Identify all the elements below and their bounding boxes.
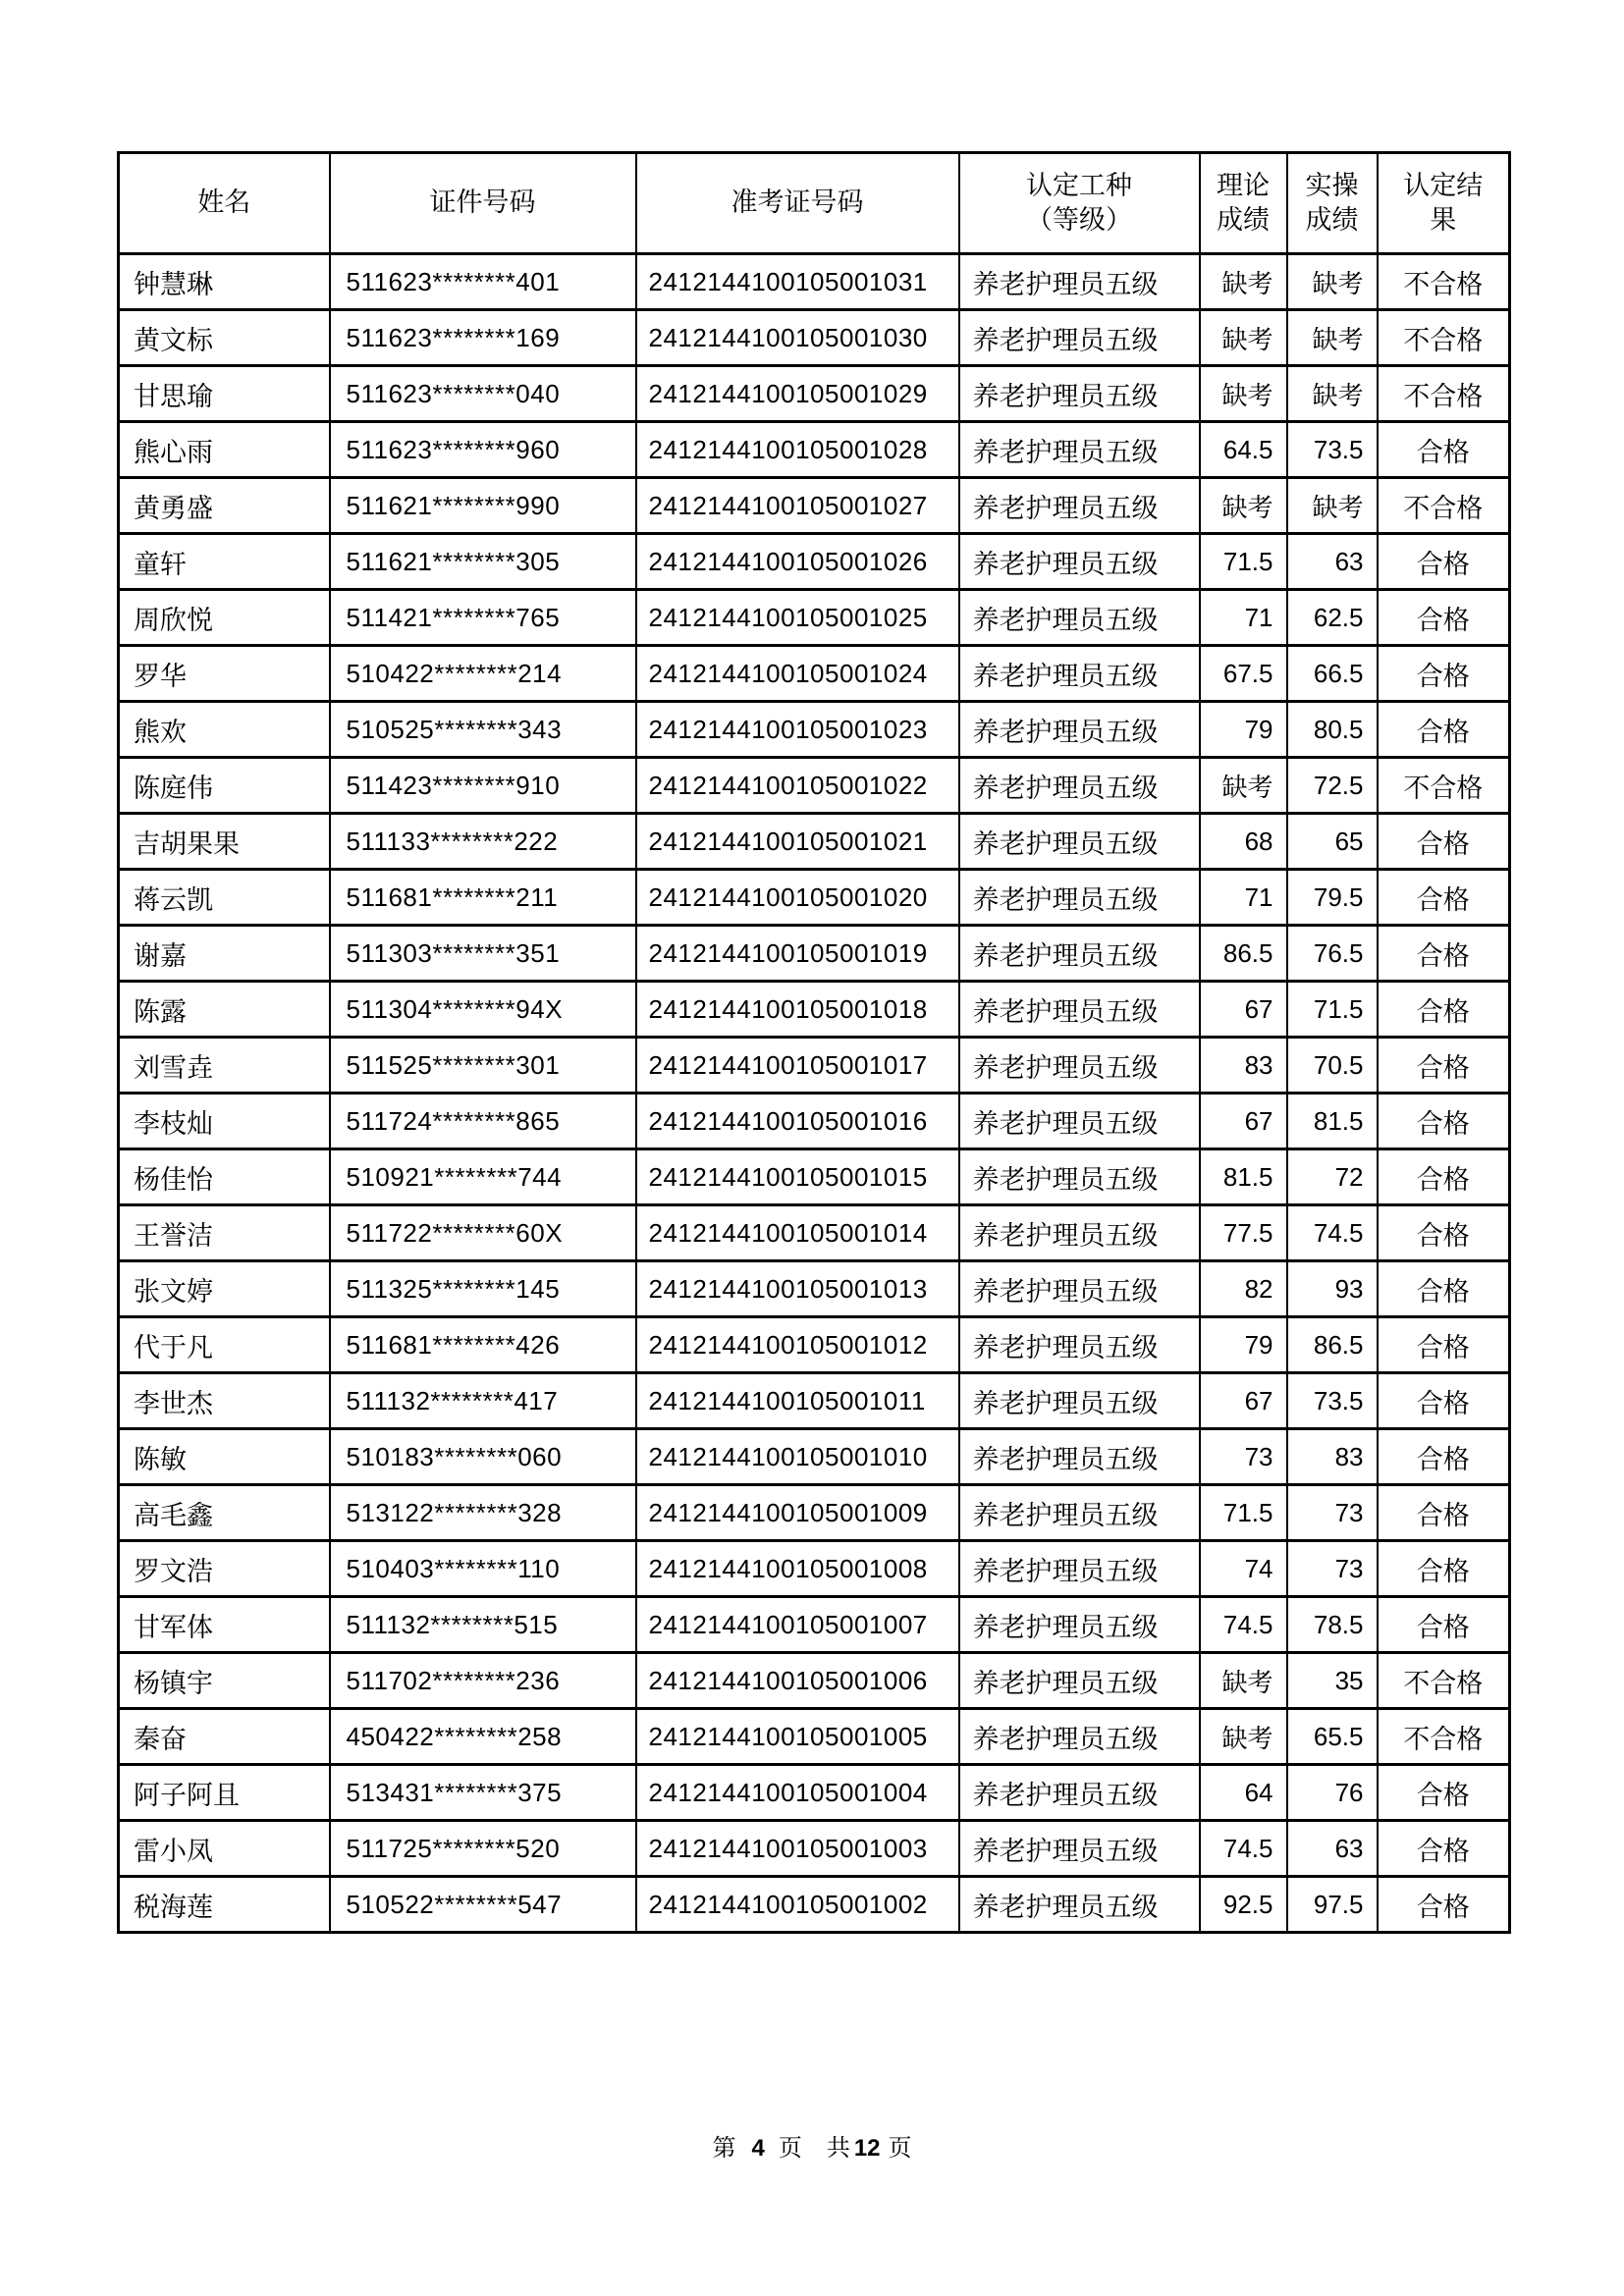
cell-name: 周欣悦 [119,590,330,646]
cell-id-number: 513122********328 [330,1485,636,1541]
cell-theory-score: 83 [1200,1038,1287,1094]
cell-theory-score: 79 [1200,702,1287,758]
cell-theory-score: 缺考 [1200,758,1287,814]
cell-name: 童轩 [119,534,330,590]
cell-practical-score: 83 [1287,1429,1378,1485]
table-row [119,926,1510,982]
cell-practical-score: 72.5 [1287,758,1378,814]
header-ticket-number: 准考证号码 [636,153,959,254]
cell-ticket-number: 2412144100105001028 [636,422,959,478]
cell-id-number: 510183********060 [330,1429,636,1485]
cell-occupation: 养老护理员五级 [959,1541,1200,1597]
cell-name: 阿子阿且 [119,1765,330,1821]
table-row [119,310,1510,366]
cell-result: 不合格 [1378,1709,1510,1765]
cell-id-number: 511681********211 [330,870,636,926]
cell-id-number: 513431********375 [330,1765,636,1821]
cell-occupation: 养老护理员五级 [959,478,1200,534]
cell-name: 张文婷 [119,1261,330,1317]
table-row [119,1597,1510,1653]
cell-id-number: 511525********301 [330,1038,636,1094]
cell-theory-score: 67 [1200,982,1287,1038]
table-row [119,1485,1510,1541]
cell-id-number: 511623********040 [330,366,636,422]
cell-ticket-number: 2412144100105001020 [636,870,959,926]
cell-practical-score: 76 [1287,1765,1378,1821]
cell-id-number: 511702********236 [330,1653,636,1709]
table-row [119,702,1510,758]
cell-result: 合格 [1378,1038,1510,1094]
footer-page-prefix: 第 [712,2135,736,2162]
cell-result: 合格 [1378,1373,1510,1429]
cell-ticket-number: 2412144100105001026 [636,534,959,590]
cell-theory-score: 77.5 [1200,1205,1287,1261]
cell-theory-score: 67 [1200,1094,1287,1149]
table-row [119,814,1510,870]
cell-result: 合格 [1378,1821,1510,1877]
cell-name: 甘思瑜 [119,366,330,422]
cell-name: 杨镇宇 [119,1653,330,1709]
cell-theory-score: 缺考 [1200,366,1287,422]
cell-theory-score: 缺考 [1200,1709,1287,1765]
cell-id-number: 511724********865 [330,1094,636,1149]
cell-name: 甘军体 [119,1597,330,1653]
cell-result: 不合格 [1378,254,1510,310]
cell-theory-score: 64 [1200,1765,1287,1821]
cell-ticket-number: 2412144100105001022 [636,758,959,814]
cell-occupation: 养老护理员五级 [959,758,1200,814]
table-row [119,534,1510,590]
cell-ticket-number: 2412144100105001027 [636,478,959,534]
cell-id-number: 510921********744 [330,1149,636,1205]
cell-ticket-number: 2412144100105001013 [636,1261,959,1317]
cell-name: 李枝灿 [119,1094,330,1149]
cell-practical-score: 66.5 [1287,646,1378,702]
cell-id-number: 511421********765 [330,590,636,646]
cell-name: 黄勇盛 [119,478,330,534]
header-result: 认定结果 [1378,153,1510,254]
cell-name: 秦奋 [119,1709,330,1765]
cell-id-number: 511423********910 [330,758,636,814]
cell-practical-score: 72 [1287,1149,1378,1205]
cell-practical-score: 73 [1287,1485,1378,1541]
table-row [119,870,1510,926]
cell-practical-score: 缺考 [1287,366,1378,422]
table-row [119,422,1510,478]
cell-name: 钟慧琳 [119,254,330,310]
results-table-body [119,254,1510,1933]
table-row [119,1094,1510,1149]
cell-practical-score: 97.5 [1287,1877,1378,1933]
footer-page-number: 4 [751,2135,765,2162]
cell-ticket-number: 2412144100105001019 [636,926,959,982]
cell-result: 合格 [1378,534,1510,590]
cell-result: 合格 [1378,1429,1510,1485]
cell-theory-score: 68 [1200,814,1287,870]
cell-ticket-number: 2412144100105001004 [636,1765,959,1821]
cell-occupation: 养老护理员五级 [959,254,1200,310]
cell-theory-score: 82 [1200,1261,1287,1317]
cell-theory-score: 71.5 [1200,1485,1287,1541]
cell-name: 陈庭伟 [119,758,330,814]
header-occupation: 认定工种（等级） [959,153,1200,254]
cell-name: 王誉洁 [119,1205,330,1261]
table-row [119,982,1510,1038]
cell-id-number: 511303********351 [330,926,636,982]
results-table [117,151,1511,1934]
cell-ticket-number: 2412144100105001008 [636,1541,959,1597]
cell-theory-score: 79 [1200,1317,1287,1373]
cell-name: 陈露 [119,982,330,1038]
cell-ticket-number: 2412144100105001029 [636,366,959,422]
table-row [119,1261,1510,1317]
cell-occupation: 养老护理员五级 [959,1709,1200,1765]
cell-id-number: 511722********60X [330,1205,636,1261]
cell-practical-score: 70.5 [1287,1038,1378,1094]
cell-occupation: 养老护理员五级 [959,1038,1200,1094]
cell-ticket-number: 2412144100105001030 [636,310,959,366]
cell-result: 不合格 [1378,478,1510,534]
cell-ticket-number: 2412144100105001011 [636,1373,959,1429]
cell-theory-score: 73 [1200,1429,1287,1485]
cell-theory-score: 67.5 [1200,646,1287,702]
footer-total-prefix: 共 [826,2135,850,2162]
cell-ticket-number: 2412144100105001014 [636,1205,959,1261]
cell-result: 合格 [1378,870,1510,926]
cell-practical-score: 缺考 [1287,478,1378,534]
table-row [119,1877,1510,1933]
cell-name: 高毛鑫 [119,1485,330,1541]
table-row [119,1429,1510,1485]
cell-theory-score: 74.5 [1200,1821,1287,1877]
cell-name: 杨佳怡 [119,1149,330,1205]
table-row [119,646,1510,702]
cell-occupation: 养老护理员五级 [959,366,1200,422]
table-row [119,590,1510,646]
cell-occupation: 养老护理员五级 [959,1429,1200,1485]
cell-name: 雷小凤 [119,1821,330,1877]
cell-id-number: 511621********990 [330,478,636,534]
cell-name: 谢嘉 [119,926,330,982]
footer-total-unit: 页 [888,2135,912,2162]
cell-result: 合格 [1378,1597,1510,1653]
cell-theory-score: 缺考 [1200,478,1287,534]
table-row [119,1038,1510,1094]
cell-id-number: 511623********401 [330,254,636,310]
table-row [119,1653,1510,1709]
table-row [119,1149,1510,1205]
header-practical-score: 实操成绩 [1287,153,1378,254]
cell-theory-score: 86.5 [1200,926,1287,982]
cell-ticket-number: 2412144100105001016 [636,1094,959,1149]
cell-result: 不合格 [1378,1653,1510,1709]
cell-result: 不合格 [1378,310,1510,366]
cell-theory-score: 67 [1200,1373,1287,1429]
cell-occupation: 养老护理员五级 [959,534,1200,590]
cell-ticket-number: 2412144100105001005 [636,1709,959,1765]
cell-name: 刘雪垚 [119,1038,330,1094]
cell-result: 合格 [1378,422,1510,478]
cell-result: 合格 [1378,1317,1510,1373]
cell-name: 蒋云凯 [119,870,330,926]
cell-name: 黄文标 [119,310,330,366]
cell-result: 合格 [1378,1877,1510,1933]
cell-occupation: 养老护理员五级 [959,926,1200,982]
cell-ticket-number: 2412144100105001015 [636,1149,959,1205]
cell-name: 代于凡 [119,1317,330,1373]
cell-id-number: 511621********305 [330,534,636,590]
cell-theory-score: 74.5 [1200,1597,1287,1653]
cell-practical-score: 71.5 [1287,982,1378,1038]
cell-occupation: 养老护理员五级 [959,590,1200,646]
table-row [119,1709,1510,1765]
cell-ticket-number: 2412144100105001007 [636,1597,959,1653]
cell-occupation: 养老护理员五级 [959,1261,1200,1317]
cell-occupation: 养老护理员五级 [959,702,1200,758]
cell-ticket-number: 2412144100105001018 [636,982,959,1038]
cell-id-number: 450422********258 [330,1709,636,1765]
header-name: 姓名 [119,153,330,254]
table-row [119,254,1510,310]
footer-total-pages: 12 [853,2135,881,2162]
cell-id-number: 510422********214 [330,646,636,702]
cell-occupation: 养老护理员五级 [959,1485,1200,1541]
cell-theory-score: 缺考 [1200,254,1287,310]
cell-practical-score: 93 [1287,1261,1378,1317]
cell-practical-score: 65 [1287,814,1378,870]
cell-practical-score: 缺考 [1287,254,1378,310]
cell-ticket-number: 2412144100105001012 [636,1317,959,1373]
cell-name: 熊欢 [119,702,330,758]
cell-result: 合格 [1378,1261,1510,1317]
cell-result: 合格 [1378,982,1510,1038]
cell-theory-score: 缺考 [1200,1653,1287,1709]
cell-practical-score: 63 [1287,1821,1378,1877]
cell-id-number: 511132********515 [330,1597,636,1653]
cell-result: 不合格 [1378,758,1510,814]
header-id-number: 证件号码 [330,153,636,254]
table-row [119,478,1510,534]
header-theory-score: 理论成绩 [1200,153,1287,254]
cell-practical-score: 35 [1287,1653,1378,1709]
table-row [119,1373,1510,1429]
cell-id-number: 511304********94X [330,982,636,1038]
cell-id-number: 511132********417 [330,1373,636,1429]
cell-result: 合格 [1378,646,1510,702]
cell-theory-score: 81.5 [1200,1149,1287,1205]
cell-id-number: 511623********960 [330,422,636,478]
cell-practical-score: 65.5 [1287,1709,1378,1765]
cell-ticket-number: 2412144100105001031 [636,254,959,310]
cell-practical-score: 86.5 [1287,1317,1378,1373]
cell-name: 陈敏 [119,1429,330,1485]
cell-id-number: 510522********547 [330,1877,636,1933]
cell-ticket-number: 2412144100105001010 [636,1429,959,1485]
cell-theory-score: 71 [1200,870,1287,926]
table-row [119,1317,1510,1373]
cell-ticket-number: 2412144100105001024 [636,646,959,702]
cell-occupation: 养老护理员五级 [959,1765,1200,1821]
cell-occupation: 养老护理员五级 [959,870,1200,926]
cell-occupation: 养老护理员五级 [959,646,1200,702]
cell-occupation: 养老护理员五级 [959,1205,1200,1261]
header-row [119,153,1510,254]
cell-occupation: 养老护理员五级 [959,1373,1200,1429]
cell-practical-score: 73.5 [1287,1373,1378,1429]
footer-page-unit: 页 [778,2135,802,2162]
cell-theory-score: 71 [1200,590,1287,646]
cell-result: 合格 [1378,814,1510,870]
cell-practical-score: 缺考 [1287,310,1378,366]
cell-occupation: 养老护理员五级 [959,1877,1200,1933]
cell-id-number: 511325********145 [330,1261,636,1317]
cell-occupation: 养老护理员五级 [959,1317,1200,1373]
cell-ticket-number: 2412144100105001021 [636,814,959,870]
cell-result: 合格 [1378,1541,1510,1597]
table-row [119,1821,1510,1877]
cell-id-number: 510403********110 [330,1541,636,1597]
cell-practical-score: 73.5 [1287,422,1378,478]
cell-id-number: 510525********343 [330,702,636,758]
cell-occupation: 养老护理员五级 [959,1149,1200,1205]
cell-ticket-number: 2412144100105001003 [636,1821,959,1877]
table-row [119,1765,1510,1821]
table-row [119,1205,1510,1261]
cell-name: 李世杰 [119,1373,330,1429]
table-row [119,366,1510,422]
cell-result: 合格 [1378,926,1510,982]
cell-theory-score: 71.5 [1200,534,1287,590]
cell-result: 合格 [1378,1094,1510,1149]
cell-name: 罗华 [119,646,330,702]
cell-practical-score: 78.5 [1287,1597,1378,1653]
cell-ticket-number: 2412144100105001009 [636,1485,959,1541]
cell-practical-score: 80.5 [1287,702,1378,758]
cell-theory-score: 64.5 [1200,422,1287,478]
cell-result: 合格 [1378,1765,1510,1821]
cell-result: 合格 [1378,590,1510,646]
cell-theory-score: 缺考 [1200,310,1287,366]
cell-theory-score: 92.5 [1200,1877,1287,1933]
cell-practical-score: 62.5 [1287,590,1378,646]
cell-name: 熊心雨 [119,422,330,478]
cell-practical-score: 74.5 [1287,1205,1378,1261]
cell-occupation: 养老护理员五级 [959,1094,1200,1149]
cell-ticket-number: 2412144100105001025 [636,590,959,646]
cell-ticket-number: 2412144100105001002 [636,1877,959,1933]
cell-name: 罗文浩 [119,1541,330,1597]
page-footer [0,2128,1624,2163]
cell-result: 合格 [1378,1485,1510,1541]
cell-occupation: 养老护理员五级 [959,422,1200,478]
cell-practical-score: 79.5 [1287,870,1378,926]
cell-practical-score: 81.5 [1287,1094,1378,1149]
cell-result: 合格 [1378,1149,1510,1205]
cell-result: 合格 [1378,1205,1510,1261]
cell-practical-score: 73 [1287,1541,1378,1597]
cell-name: 吉胡果果 [119,814,330,870]
table-row [119,1541,1510,1597]
cell-id-number: 511725********520 [330,1821,636,1877]
cell-practical-score: 63 [1287,534,1378,590]
cell-id-number: 511133********222 [330,814,636,870]
cell-name: 税海莲 [119,1877,330,1933]
cell-result: 合格 [1378,702,1510,758]
cell-ticket-number: 2412144100105001006 [636,1653,959,1709]
cell-theory-score: 74 [1200,1541,1287,1597]
cell-id-number: 511623********169 [330,310,636,366]
cell-result: 不合格 [1378,366,1510,422]
cell-ticket-number: 2412144100105001017 [636,1038,959,1094]
cell-occupation: 养老护理员五级 [959,1653,1200,1709]
cell-occupation: 养老护理员五级 [959,814,1200,870]
cell-practical-score: 76.5 [1287,926,1378,982]
cell-occupation: 养老护理员五级 [959,982,1200,1038]
cell-occupation: 养老护理员五级 [959,1821,1200,1877]
cell-occupation: 养老护理员五级 [959,310,1200,366]
table-row [119,758,1510,814]
cell-occupation: 养老护理员五级 [959,1597,1200,1653]
cell-id-number: 511681********426 [330,1317,636,1373]
cell-ticket-number: 2412144100105001023 [636,702,959,758]
